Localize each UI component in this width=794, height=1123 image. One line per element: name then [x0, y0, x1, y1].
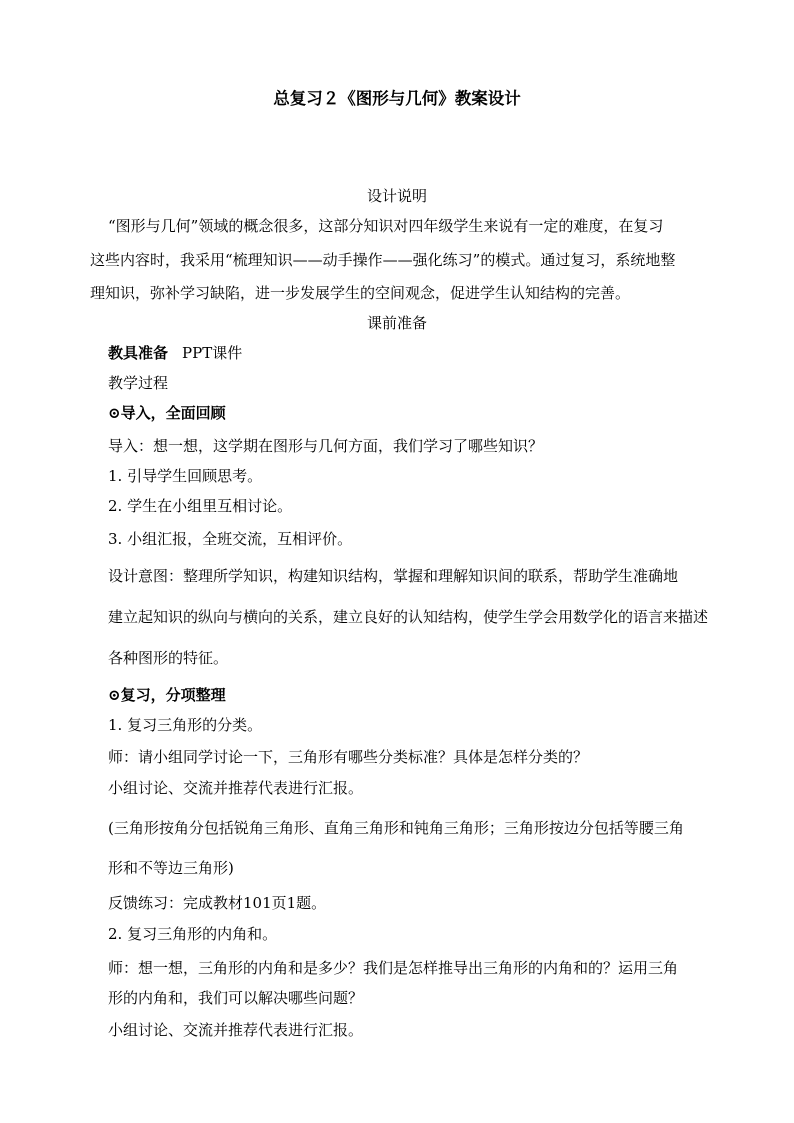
design-note-line-2: 这些内容时，我采用“梳理知识——动手操作——强化练习”的模式。通过复习，系统地整 [90, 251, 676, 269]
review-line-9: 形的内角和，我们可以解决哪些问题？ [108, 989, 364, 1007]
review-line-8: 师：想一想，三角形的内角和是多少？我们是怎样推导出三角形的内角和的？运用三角 [108, 959, 679, 977]
intro-heading: ⊙导入，全面回顾 [108, 404, 226, 422]
review-heading: ⊙复习，分项整理 [108, 686, 226, 704]
step-2: 2. 学生在小组里互相讨论。 [108, 497, 293, 515]
tools-value: PPT课件 [182, 344, 243, 362]
review-line-1: 1. 复习三角形的分类。 [108, 716, 263, 734]
tools-line [108, 343, 718, 363]
design-note-line-1: “图形与几何”领域的概念很多，这部分知识对四年级学生来说有一定的难度，在复习 [108, 217, 664, 235]
review-line-4: (三角形按角分包括锐角三角形、直角三角形和钝角三角形；三角形按边分包括等腰三角 [108, 819, 684, 837]
intent-line-2: 建立起知识的纵向与横向的关系，建立良好的认知结构，使学生学会用数学化的语言来描述 [108, 608, 709, 626]
step-1: 1. 引导学生回顾思考。 [108, 467, 263, 485]
intent-line-1: 设计意图：整理所学知识，构建知识结构，掌握和理解知识间的联系，帮助学生准确地 [108, 567, 679, 585]
design-note-heading: 设计说明 [366, 187, 427, 205]
review-line-6: 反馈练习：完成教材101页1题。 [108, 894, 327, 912]
design-note-line-3: 理知识，弥补学习缺陷，进一步发展学生的空间观念，促进学生认知结构的完善。 [90, 284, 631, 302]
review-line-5: 形和不等边三角形) [108, 859, 234, 877]
review-line-7: 2. 复习三角形的内角和。 [108, 925, 278, 943]
review-line-10: 小组讨论、交流并推荐代表进行汇报。 [108, 1021, 364, 1039]
step-3: 3. 小组汇报，全班交流，互相评价。 [108, 530, 353, 548]
review-line-2: 师：请小组同学讨论一下，三角形有哪些分类标准？具体是怎样分类的？ [108, 748, 589, 766]
page-title: 总复习２《图形与几何》教案设计 [273, 89, 521, 108]
intent-line-3: 各种图形的特征。 [108, 649, 229, 667]
prep-heading: 课前准备 [366, 314, 427, 332]
intro-text: 导入：想一想，这学期在图形与几何方面，我们学习了哪些知识？ [108, 437, 544, 455]
tools-label: 教具准备 [108, 344, 169, 362]
process-heading: 教学过程 [108, 374, 169, 392]
review-line-3: 小组讨论、交流并推荐代表进行汇报。 [108, 779, 364, 797]
